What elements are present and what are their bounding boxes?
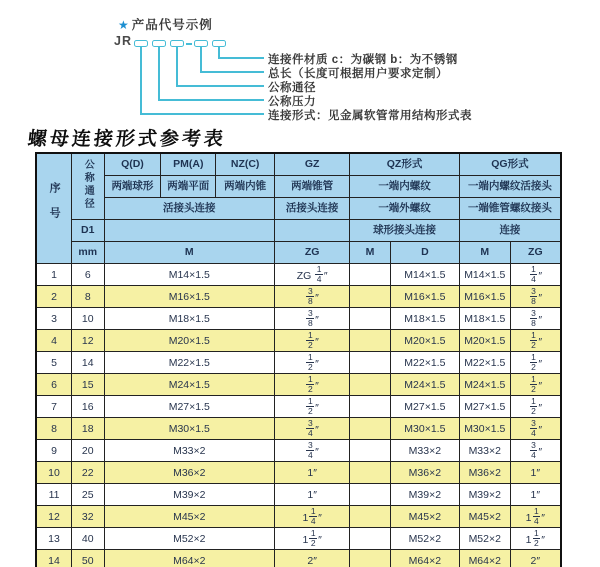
table-cell: M33×2 [459, 440, 510, 462]
table-body [36, 264, 561, 567]
table-cell: M45×2 [390, 506, 459, 528]
table-cell: 1″ [275, 462, 350, 484]
table-cell: $\frac{3}{4}$ ″ [275, 418, 350, 440]
callout-line [140, 47, 142, 113]
table-cell: M18×1.5 [459, 308, 510, 330]
callout-label-material: 连接件材质 c：为碳钢 b：为不锈钢 [268, 54, 458, 66]
table-cell: M64×2 [104, 550, 275, 567]
table-cell: 50 [72, 550, 104, 567]
header-qg: QG形式 [459, 153, 561, 176]
table-cell: M39×2 [390, 484, 459, 506]
table-cell [350, 484, 391, 506]
code-box-3 [170, 40, 184, 47]
table-cell: M22×1.5 [104, 352, 275, 374]
table-cell: $\frac{3}{8}$ ″ [275, 308, 350, 330]
header-qz-desc: 一端内螺纹 [350, 176, 460, 198]
table-cell: 13 [36, 528, 72, 550]
header-qg-zg: ZG [510, 242, 561, 264]
table-cell: $\frac{3}{4}$ ″ [510, 440, 561, 462]
table-cell: 8 [72, 286, 104, 308]
table-cell: $\frac{1}{2}$ ″ [510, 330, 561, 352]
table-cell: 6 [72, 264, 104, 286]
table-cell: 16 [72, 396, 104, 418]
header-nominal-diameter: 公称通径 [72, 153, 104, 220]
table-cell: $\frac{1}{2}$ ″ [510, 374, 561, 396]
table-header [36, 153, 561, 264]
callout-label-length: 总长（长度可根据用户要求定制） [268, 68, 448, 80]
table-cell: 1″ [510, 462, 561, 484]
table-cell: M27×1.5 [104, 396, 275, 418]
table-cell: M20×1.5 [459, 330, 510, 352]
table-cell: 2″ [275, 550, 350, 567]
header-pma: PM(A) [161, 153, 216, 176]
table-cell: 5 [36, 352, 72, 374]
table-cell: $\frac{3}{4}$ ″ [510, 418, 561, 440]
header-blank [275, 220, 350, 242]
table-row [36, 286, 561, 308]
table-cell: M24×1.5 [459, 374, 510, 396]
callout-line [158, 99, 264, 101]
page-title: 螺母连接形式参考表 [26, 128, 228, 150]
table-cell: M30×1.5 [459, 418, 510, 440]
table-cell: 1″ [510, 484, 561, 506]
table-cell: 11 [36, 484, 72, 506]
header-nzc: NZ(C) [216, 153, 275, 176]
table-cell: M52×2 [390, 528, 459, 550]
table-row [36, 352, 561, 374]
table-cell: M64×2 [390, 550, 459, 567]
table-row [36, 396, 561, 418]
table-cell: M22×1.5 [390, 352, 459, 374]
table-cell [350, 550, 391, 567]
table-cell: M33×2 [104, 440, 275, 462]
table-cell [350, 528, 391, 550]
table-cell [350, 396, 391, 418]
callout-line [200, 71, 264, 73]
header-qd: Q(D) [104, 153, 161, 176]
table-cell: 12 [72, 330, 104, 352]
code-box-2 [152, 40, 166, 47]
code-box-4 [194, 40, 208, 47]
table-cell: M14×1.5 [459, 264, 510, 286]
callout-line [176, 85, 264, 87]
header-zg: ZG [275, 242, 350, 264]
table-cell [350, 330, 391, 352]
header-qz-m: M [350, 242, 391, 264]
table-cell: 1 [36, 264, 72, 286]
table-cell: 10 [36, 462, 72, 484]
table-row [36, 506, 561, 528]
header-m: M [104, 242, 275, 264]
callout-line [218, 47, 220, 57]
table-cell [350, 462, 391, 484]
header-qg-desc: 一端内螺纹活接头 [459, 176, 561, 198]
header-blank [104, 220, 275, 242]
table-cell: M52×2 [459, 528, 510, 550]
table-cell: M14×1.5 [104, 264, 275, 286]
reference-table [35, 152, 562, 567]
table-row [36, 528, 561, 550]
table-cell: $\frac{1}{2}$ ″ [510, 396, 561, 418]
table-cell: M24×1.5 [390, 374, 459, 396]
header-union-connection: 活接头连接 [104, 198, 275, 220]
table-cell: 4 [36, 330, 72, 352]
table-cell: M22×1.5 [459, 352, 510, 374]
table-cell: ZG $\frac{1}{4}$ ″ [275, 264, 350, 286]
header-d1: D1 [72, 220, 104, 242]
header-gz: GZ [275, 153, 350, 176]
table-row [36, 462, 561, 484]
table-cell: M18×1.5 [390, 308, 459, 330]
table-cell: 14 [36, 550, 72, 567]
table-cell: M20×1.5 [390, 330, 459, 352]
table-cell [350, 418, 391, 440]
table-cell [350, 506, 391, 528]
table-row [36, 308, 561, 330]
header-pma-desc: 两端平面 [161, 176, 216, 198]
table-cell: 9 [36, 440, 72, 462]
table-cell: M45×2 [459, 506, 510, 528]
table-cell: M39×2 [459, 484, 510, 506]
table-cell: M16×1.5 [390, 286, 459, 308]
table-cell: 3 [36, 308, 72, 330]
callout-line [140, 113, 264, 115]
table-row [36, 330, 561, 352]
header-mm: mm [72, 242, 104, 264]
header-qg-taper: 一端锥管螺纹接头 [459, 198, 561, 220]
table-cell: 1″ [275, 484, 350, 506]
table-cell: 8 [36, 418, 72, 440]
table-cell: $\frac{3}{8}$ ″ [510, 308, 561, 330]
table-cell: 32 [72, 506, 104, 528]
table-cell: 14 [72, 352, 104, 374]
table-cell: $\frac{1}{2}$ ″ [275, 330, 350, 352]
callout-label-diameter: 公称通径 [268, 82, 316, 94]
table-row [36, 484, 561, 506]
table-row [36, 550, 561, 567]
table-cell: 1 $\frac{1}{2}$ ″ [275, 528, 350, 550]
table-cell: 12 [36, 506, 72, 528]
code-box-1 [134, 40, 148, 47]
callout-line [176, 47, 178, 85]
table-cell: M24×1.5 [104, 374, 275, 396]
table-cell: $\frac{1}{2}$ ″ [275, 374, 350, 396]
header-seq: 序号 [36, 153, 72, 264]
table-cell: M36×2 [104, 462, 275, 484]
table-cell: 20 [72, 440, 104, 462]
table-cell: M64×2 [459, 550, 510, 567]
table-cell: 18 [72, 418, 104, 440]
table-row [36, 440, 561, 462]
table-cell: M30×1.5 [104, 418, 275, 440]
table-cell: M45×2 [104, 506, 275, 528]
table-cell: M27×1.5 [390, 396, 459, 418]
table-row [36, 374, 561, 396]
header-qd-desc: 两端球形 [104, 176, 161, 198]
table-cell: 6 [36, 374, 72, 396]
table-cell: 22 [72, 462, 104, 484]
header-qz-ball-joint: 球形接头连接 [350, 220, 460, 242]
star-icon: ★ [118, 18, 130, 32]
table-cell [350, 440, 391, 462]
table-cell [350, 286, 391, 308]
table-cell: $\frac{1}{4}$ ″ [510, 264, 561, 286]
callout-line [200, 47, 202, 71]
header-qz: QZ形式 [350, 153, 460, 176]
table-cell: M16×1.5 [104, 286, 275, 308]
header-gz-desc: 两端锥管 [275, 176, 350, 198]
header-qz-d: D [390, 242, 459, 264]
table-cell: M52×2 [104, 528, 275, 550]
header-gz-union: 活接头连接 [275, 198, 350, 220]
header-qg-m: M [459, 242, 510, 264]
callout-label-connection: 连接形式：见金属软管常用结构形式表 [268, 110, 472, 122]
callout-line [218, 57, 264, 59]
table-cell: $\frac{3}{8}$ ″ [275, 286, 350, 308]
table-cell: $\frac{3}{4}$ ″ [275, 440, 350, 462]
table-cell: 1 $\frac{1}{4}$ ″ [510, 506, 561, 528]
callout-label-pressure: 公称压力 [268, 96, 316, 108]
header-qz-external: 一端外螺纹 [350, 198, 460, 220]
table-cell: 40 [72, 528, 104, 550]
header-nzc-desc: 两端内锥 [216, 176, 275, 198]
table-cell [350, 374, 391, 396]
table-cell: M36×2 [459, 462, 510, 484]
table-cell: M33×2 [390, 440, 459, 462]
callout-line [158, 47, 160, 99]
table-cell: $\frac{3}{8}$ ″ [510, 286, 561, 308]
code-prefix: JR [114, 34, 132, 48]
table-cell: M16×1.5 [459, 286, 510, 308]
table-cell: 15 [72, 374, 104, 396]
header-qg-connect: 连接 [459, 220, 561, 242]
table-cell: 7 [36, 396, 72, 418]
table-row [36, 264, 561, 286]
table-cell: M39×2 [104, 484, 275, 506]
table-cell: 2″ [510, 550, 561, 567]
table-cell: M18×1.5 [104, 308, 275, 330]
table-cell: 2 [36, 286, 72, 308]
table-cell: M14×1.5 [390, 264, 459, 286]
table-cell: M30×1.5 [390, 418, 459, 440]
product-code-heading-label: 产品代号示例 [131, 18, 213, 32]
table-cell: M20×1.5 [104, 330, 275, 352]
code-dash [186, 43, 192, 45]
table-cell: $\frac{1}{2}$ ″ [510, 352, 561, 374]
table-cell: M27×1.5 [459, 396, 510, 418]
product-code-diagram [0, 0, 600, 125]
table-cell [350, 264, 391, 286]
table-cell [350, 352, 391, 374]
table-cell: $\frac{1}{2}$ ″ [275, 352, 350, 374]
table-cell: 1 $\frac{1}{4}$ ″ [275, 506, 350, 528]
table-cell: 1 $\frac{1}{2}$ ″ [510, 528, 561, 550]
table-cell: M36×2 [390, 462, 459, 484]
table-cell: 10 [72, 308, 104, 330]
table-row [36, 418, 561, 440]
table-cell: 25 [72, 484, 104, 506]
table-cell [350, 308, 391, 330]
code-box-5 [212, 40, 226, 47]
table-cell: $\frac{1}{2}$ ″ [275, 396, 350, 418]
product-code-heading [118, 15, 213, 33]
